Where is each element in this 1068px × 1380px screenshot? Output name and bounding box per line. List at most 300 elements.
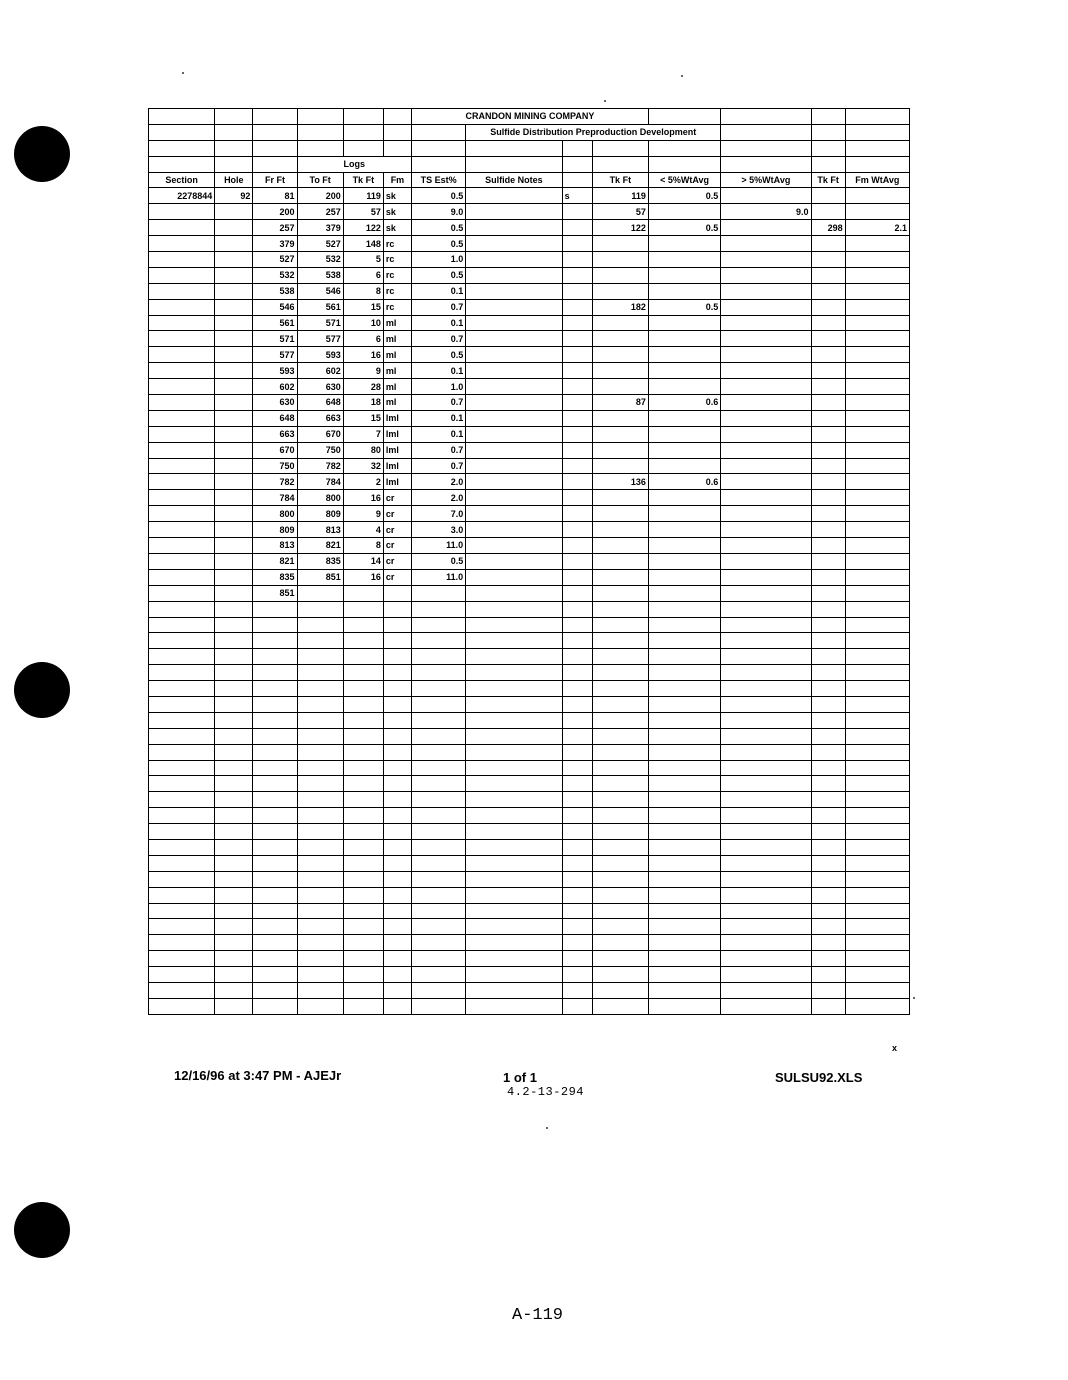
cell-hole — [215, 331, 253, 347]
cell-to: 663 — [297, 410, 343, 426]
cell-section — [149, 569, 215, 585]
col-header-lt5-wtavg: < 5%WtAvg — [648, 172, 720, 188]
col-header-hole: Hole — [215, 172, 253, 188]
blank-cell — [149, 617, 215, 633]
cell-fm: ml — [383, 379, 411, 395]
blank-cell — [253, 776, 297, 792]
cell-section — [149, 283, 215, 299]
cell-hole — [215, 220, 253, 236]
cell-fmw — [845, 267, 909, 283]
cell-fm: lml — [383, 442, 411, 458]
blank-cell — [412, 903, 466, 919]
cell-notes — [466, 490, 562, 506]
cell-lt5 — [648, 442, 720, 458]
scan-speck — [681, 75, 683, 77]
cell-lt5 — [648, 379, 720, 395]
cell-fm: cr — [383, 490, 411, 506]
cell-tk2 — [592, 522, 648, 538]
blank-cell — [562, 839, 592, 855]
cell-fmw — [845, 347, 909, 363]
blank-cell — [845, 855, 909, 871]
blank-cell — [845, 887, 909, 903]
cell-ts: 0.5 — [412, 236, 466, 252]
blank-cell — [215, 998, 253, 1014]
blank-cell — [253, 712, 297, 728]
cell-hole — [215, 299, 253, 315]
blank-cell — [253, 903, 297, 919]
cell-fmw — [845, 236, 909, 252]
cell-tk: 18 — [343, 395, 383, 411]
blank-cell — [412, 776, 466, 792]
blank-cell — [466, 871, 562, 887]
cell-fr: 750 — [253, 458, 297, 474]
cell-gt5 — [721, 474, 811, 490]
cell-gt5 — [721, 442, 811, 458]
cell-hole — [215, 204, 253, 220]
hole-punch-top — [14, 126, 70, 182]
blank-cell — [562, 776, 592, 792]
blank-cell — [383, 649, 411, 665]
cell-section — [149, 553, 215, 569]
cell-section — [149, 299, 215, 315]
blank-cell — [592, 696, 648, 712]
cell-ts: 0.5 — [412, 553, 466, 569]
cell-tk: 80 — [343, 442, 383, 458]
blank-row — [149, 903, 910, 919]
cell-gt5 — [721, 252, 811, 268]
blank-cell — [592, 633, 648, 649]
cell-to: 379 — [297, 220, 343, 236]
cell-to: 593 — [297, 347, 343, 363]
blank-cell — [343, 855, 383, 871]
blank-cell — [811, 744, 845, 760]
blank-cell — [383, 665, 411, 681]
cell-fr: 379 — [253, 236, 297, 252]
cell-fm: cr — [383, 553, 411, 569]
blank-cell — [721, 951, 811, 967]
cell-flag — [562, 331, 592, 347]
blank-cell — [149, 665, 215, 681]
blank-cell — [721, 744, 811, 760]
cell-fmw — [845, 252, 909, 268]
cell-tk: 9 — [343, 363, 383, 379]
blank-cell — [721, 967, 811, 983]
blank-cell — [562, 871, 592, 887]
cell-fm: lml — [383, 426, 411, 442]
cell-flag — [562, 299, 592, 315]
blank-cell — [383, 919, 411, 935]
cell-hole — [215, 347, 253, 363]
blank-cell — [383, 824, 411, 840]
blank-cell — [383, 744, 411, 760]
blank-cell — [215, 649, 253, 665]
blank-cell — [215, 776, 253, 792]
blank-cell — [466, 712, 562, 728]
cell-notes — [466, 252, 562, 268]
cell-fr: 663 — [253, 426, 297, 442]
cell-notes — [466, 410, 562, 426]
blank-cell — [811, 808, 845, 824]
cell-to: 257 — [297, 204, 343, 220]
blank-cell — [811, 665, 845, 681]
cell-fr: 782 — [253, 474, 297, 490]
cell-fmw — [845, 553, 909, 569]
blank-cell — [592, 681, 648, 697]
blank-row — [149, 982, 910, 998]
cell-hole — [215, 426, 253, 442]
blank-cell — [343, 871, 383, 887]
cell-tk2 — [592, 252, 648, 268]
footer-filename: SULSU92.XLS — [775, 1070, 863, 1085]
blank-cell — [297, 696, 343, 712]
cell-ts: 0.1 — [412, 426, 466, 442]
cell-notes — [466, 188, 562, 204]
cell-tk3 — [811, 490, 845, 506]
blank-cell — [383, 935, 411, 951]
blank-cell — [811, 728, 845, 744]
blank-cell — [466, 776, 562, 792]
blank-cell — [297, 792, 343, 808]
cell-fm: rc — [383, 252, 411, 268]
blank-cell — [466, 665, 562, 681]
cell-tk2 — [592, 331, 648, 347]
blank-cell — [845, 633, 909, 649]
blank-cell — [811, 617, 845, 633]
blank-cell — [253, 871, 297, 887]
cell-gt5: 9.0 — [721, 204, 811, 220]
cell-tk: 8 — [343, 538, 383, 554]
cell-section — [149, 347, 215, 363]
cell-section — [149, 363, 215, 379]
cell-hole — [215, 442, 253, 458]
cell-fmw — [845, 379, 909, 395]
cell-ts: 0.7 — [412, 458, 466, 474]
cell-notes — [466, 347, 562, 363]
blank-cell — [383, 951, 411, 967]
cell-gt5 — [721, 410, 811, 426]
blank-cell — [592, 903, 648, 919]
blank-cell — [215, 792, 253, 808]
blank-cell — [215, 903, 253, 919]
cell-gt5 — [721, 283, 811, 299]
cell-fm: cr — [383, 569, 411, 585]
cell-to: 630 — [297, 379, 343, 395]
blank-cell — [297, 712, 343, 728]
cell-tk3 — [811, 299, 845, 315]
blank-cell — [648, 760, 720, 776]
cell-gt5 — [721, 395, 811, 411]
blank-cell — [297, 808, 343, 824]
cell-tk2 — [592, 569, 648, 585]
blank-cell — [383, 760, 411, 776]
blank-cell — [343, 744, 383, 760]
cell-to: 602 — [297, 363, 343, 379]
cell-tk2 — [592, 347, 648, 363]
cell-flag — [562, 236, 592, 252]
blank-cell — [811, 681, 845, 697]
cell-tk3 — [811, 379, 845, 395]
cell-to: 577 — [297, 331, 343, 347]
blank-cell — [466, 903, 562, 919]
cell-tk: 5 — [343, 252, 383, 268]
cell-gt5 — [721, 267, 811, 283]
cell-fm: sk — [383, 188, 411, 204]
blank-cell — [215, 824, 253, 840]
blank-cell — [648, 728, 720, 744]
cell-fm: ml — [383, 331, 411, 347]
blank-cell — [592, 601, 648, 617]
cell-to: 813 — [297, 522, 343, 538]
cell-hole — [215, 395, 253, 411]
cell-tk3 — [811, 347, 845, 363]
table-row — [149, 315, 910, 331]
blank-cell — [297, 601, 343, 617]
cell-tk: 9 — [343, 506, 383, 522]
blank-cell — [149, 967, 215, 983]
blank-cell — [721, 998, 811, 1014]
cell-hole — [215, 267, 253, 283]
cell-fr: 670 — [253, 442, 297, 458]
blank-row — [149, 887, 910, 903]
cell-fr: 602 — [253, 379, 297, 395]
blank-cell — [215, 935, 253, 951]
blank-cell — [149, 712, 215, 728]
blank-cell — [721, 903, 811, 919]
cell-tk: 7 — [343, 426, 383, 442]
blank-cell — [253, 696, 297, 712]
blank-cell — [253, 760, 297, 776]
blank-cell — [297, 665, 343, 681]
cell-ts: 1.0 — [412, 379, 466, 395]
blank-cell — [845, 808, 909, 824]
cell-notes — [466, 458, 562, 474]
cell-tk3 — [811, 410, 845, 426]
cell-flag — [562, 379, 592, 395]
cell-tk: 8 — [343, 283, 383, 299]
cell-ts: 0.1 — [412, 363, 466, 379]
cell-lt5 — [648, 363, 720, 379]
cell-flag — [562, 585, 592, 601]
cell-ts: 0.5 — [412, 347, 466, 363]
cell-section — [149, 315, 215, 331]
blank-cell — [721, 617, 811, 633]
cell-lt5 — [648, 506, 720, 522]
cell-tk3 — [811, 522, 845, 538]
cell-tk: 16 — [343, 347, 383, 363]
blank-cell — [592, 665, 648, 681]
blank-cell — [215, 712, 253, 728]
blank-cell — [215, 887, 253, 903]
blank-cell — [466, 649, 562, 665]
blank-cell — [383, 982, 411, 998]
blank-cell — [811, 855, 845, 871]
cell-ts: 0.5 — [412, 220, 466, 236]
blank-cell — [297, 760, 343, 776]
blank-cell — [811, 601, 845, 617]
cell-fmw — [845, 538, 909, 554]
cell-tk2 — [592, 236, 648, 252]
table-row — [149, 490, 910, 506]
blank-cell — [845, 998, 909, 1014]
blank-cell — [721, 871, 811, 887]
col-header-section: Section — [149, 172, 215, 188]
cell-lt5 — [648, 252, 720, 268]
cell-tk2 — [592, 315, 648, 331]
cell-to: 532 — [297, 252, 343, 268]
table-row — [149, 267, 910, 283]
blank-cell — [648, 855, 720, 871]
cell-to: 546 — [297, 283, 343, 299]
blank-cell — [466, 744, 562, 760]
cell-tk2: 122 — [592, 220, 648, 236]
cell-section — [149, 538, 215, 554]
cell-notes — [466, 220, 562, 236]
cell-fm: sk — [383, 220, 411, 236]
cell-notes — [466, 299, 562, 315]
blank-cell — [845, 712, 909, 728]
blank-cell — [215, 696, 253, 712]
cell-to: 809 — [297, 506, 343, 522]
cell-tk: 16 — [343, 569, 383, 585]
cell-tk: 57 — [343, 204, 383, 220]
cell-tk2: 87 — [592, 395, 648, 411]
blank-cell — [253, 967, 297, 983]
cell-fr: 538 — [253, 283, 297, 299]
cell-to: 200 — [297, 188, 343, 204]
blank-cell — [343, 808, 383, 824]
hole-punch-bottom — [14, 1202, 70, 1258]
col-header-fr-ft: Fr Ft — [253, 172, 297, 188]
blank-row — [149, 776, 910, 792]
cell-fm: ml — [383, 315, 411, 331]
cell-tk3 — [811, 506, 845, 522]
cell-hole — [215, 410, 253, 426]
cell-to: 851 — [297, 569, 343, 585]
cell-notes — [466, 395, 562, 411]
cell-tk2 — [592, 442, 648, 458]
cell-flag — [562, 410, 592, 426]
blank-cell — [845, 951, 909, 967]
blank-cell — [343, 601, 383, 617]
blank-cell — [383, 808, 411, 824]
blank-cell — [215, 601, 253, 617]
blank-cell — [562, 808, 592, 824]
cell-lt5 — [648, 522, 720, 538]
cell-tk: 28 — [343, 379, 383, 395]
blank-cell — [412, 712, 466, 728]
blank-cell — [592, 919, 648, 935]
blank-cell — [383, 601, 411, 617]
blank-cell — [562, 681, 592, 697]
cell-lt5 — [648, 490, 720, 506]
cell-notes — [466, 379, 562, 395]
hole-punch-middle — [14, 662, 70, 718]
cell-gt5 — [721, 553, 811, 569]
cell-tk: 122 — [343, 220, 383, 236]
cell-to: 821 — [297, 538, 343, 554]
blank-cell — [721, 808, 811, 824]
blank-cell — [811, 998, 845, 1014]
blank-cell — [343, 951, 383, 967]
col-header-tk-ft-2: Tk Ft — [592, 172, 648, 188]
cell-flag — [562, 506, 592, 522]
cell-fmw — [845, 442, 909, 458]
cell-flag — [562, 458, 592, 474]
cell-notes — [466, 442, 562, 458]
blank-cell — [383, 855, 411, 871]
blank-cell — [149, 824, 215, 840]
cell-gt5 — [721, 538, 811, 554]
blank-cell — [721, 839, 811, 855]
blank-cell — [149, 776, 215, 792]
blank-cell — [215, 633, 253, 649]
blank-cell — [412, 808, 466, 824]
blank-cell — [215, 617, 253, 633]
table-row — [149, 569, 910, 585]
blank-cell — [721, 633, 811, 649]
cell-flag — [562, 426, 592, 442]
cell-ts: 11.0 — [412, 569, 466, 585]
blank-cell — [648, 982, 720, 998]
cell-gt5 — [721, 347, 811, 363]
blank-cell — [215, 919, 253, 935]
cell-hole — [215, 458, 253, 474]
blank-cell — [811, 792, 845, 808]
blank-cell — [297, 728, 343, 744]
blank-cell — [412, 855, 466, 871]
blank-cell — [466, 982, 562, 998]
cell-section — [149, 267, 215, 283]
cell-fmw — [845, 331, 909, 347]
cell-tk: 32 — [343, 458, 383, 474]
blank-cell — [466, 951, 562, 967]
blank-cell — [466, 935, 562, 951]
blank-cell — [215, 967, 253, 983]
blank-cell — [149, 855, 215, 871]
blank-row — [149, 649, 910, 665]
blank-cell — [253, 665, 297, 681]
table-row — [149, 426, 910, 442]
cell-to: 784 — [297, 474, 343, 490]
cell-fm: cr — [383, 538, 411, 554]
cell-fmw: 2.1 — [845, 220, 909, 236]
cell-fmw — [845, 299, 909, 315]
scan-speck — [182, 72, 184, 74]
cell-hole — [215, 363, 253, 379]
table-row — [149, 538, 910, 554]
blank-cell — [811, 903, 845, 919]
blank-row — [149, 728, 910, 744]
cell-fr: 851 — [253, 585, 297, 601]
cell-notes — [466, 426, 562, 442]
cell-hole — [215, 474, 253, 490]
cell-tk: 119 — [343, 188, 383, 204]
blank-cell — [592, 808, 648, 824]
blank-cell — [412, 982, 466, 998]
cell-section: 2278844 — [149, 188, 215, 204]
cell-gt5 — [721, 585, 811, 601]
blank-cell — [412, 887, 466, 903]
cell-gt5 — [721, 188, 811, 204]
blank-cell — [149, 887, 215, 903]
blank-cell — [592, 712, 648, 728]
cell-tk2 — [592, 410, 648, 426]
cell-to: 648 — [297, 395, 343, 411]
blank-cell — [412, 601, 466, 617]
blank-cell — [721, 712, 811, 728]
blank-cell — [297, 887, 343, 903]
blank-cell — [592, 792, 648, 808]
